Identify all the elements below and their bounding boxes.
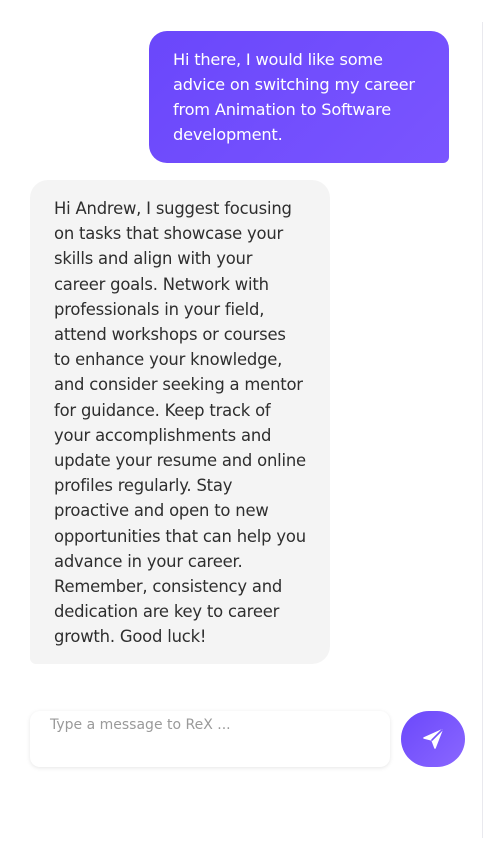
message-composer [30, 711, 390, 767]
assistant-message-bubble: Hi Andrew, I suggest focusing on tasks that showcase your skills and align with your career goals. Network with professionals in your field, attend workshops or courses to enhance your knowledge, and consider seeking a mentor for guidance. Keep track of your accomplishments and update your resume and online profiles regularly. Stay proactive and open to new opportunities that can help you advance in your career. Remember, consistency and dedication are key to career growth. Good luck! [30, 180, 330, 664]
send-icon [421, 727, 445, 751]
user-message-bubble: Hi there, I would like some advice on switching my career from Animation to Software development. [149, 31, 449, 163]
divider [482, 22, 483, 838]
send-button[interactable] [401, 711, 465, 767]
message-input[interactable] [30, 711, 390, 767]
